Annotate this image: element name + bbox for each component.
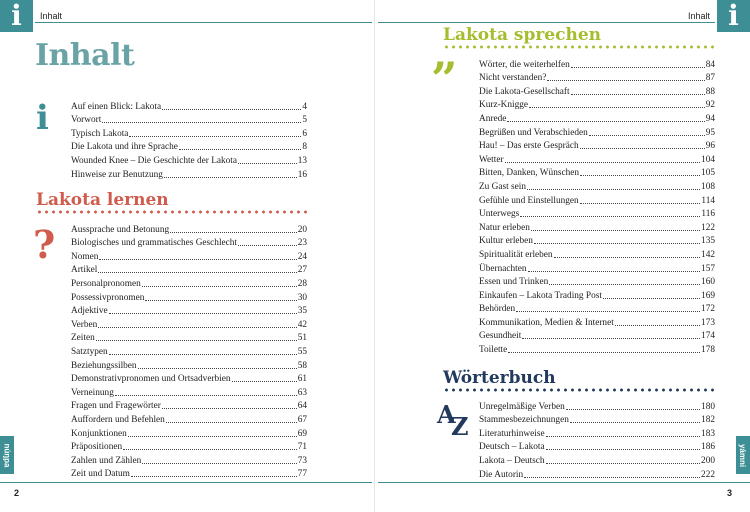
toc-entry-page: 157 — [701, 263, 715, 274]
toc-entry-page: 122 — [701, 222, 715, 233]
dot-leader — [571, 67, 705, 68]
header-rule — [35, 22, 372, 23]
toc-entry[interactable] — [71, 317, 307, 331]
toc-entry[interactable] — [71, 236, 307, 250]
toc-entry-page: 20 — [297, 224, 307, 235]
toc-entry-title: Zeit und Datum — [71, 469, 130, 480]
dot-leader — [164, 177, 297, 178]
dot-leader — [520, 216, 700, 217]
toc-entry-page: 142 — [701, 249, 715, 260]
toc-entry[interactable] — [71, 140, 307, 154]
info-corner-icon: i — [0, 0, 33, 32]
toc-entry[interactable] — [71, 249, 307, 263]
toc-entry[interactable] — [479, 315, 715, 329]
dot-leader — [516, 311, 700, 312]
toc-entry[interactable] — [479, 220, 715, 234]
toc-entry[interactable] — [479, 57, 715, 71]
dot-leader — [507, 121, 704, 122]
toc-entry-page: 172 — [701, 304, 715, 315]
dot-leader — [162, 408, 297, 409]
footer-rule — [0, 482, 372, 483]
toc-entry-title: Bitten, Danken, Wünschen — [479, 168, 580, 179]
toc-entry[interactable] — [479, 275, 715, 289]
intro-toc — [71, 99, 307, 181]
toc-entry-page: 222 — [701, 469, 715, 480]
toc-entry-title: Verneinung — [71, 387, 114, 398]
dot-leader — [142, 463, 296, 464]
toc-entry-page: 35 — [297, 306, 307, 317]
dot-leader — [138, 368, 297, 369]
toc-entry-page: 92 — [705, 100, 715, 111]
dot-leader — [238, 245, 297, 246]
toc-entry[interactable] — [71, 276, 307, 290]
toc-entry-title: Übernachten — [479, 263, 527, 274]
toc-entry[interactable] — [479, 71, 715, 85]
section-title-lakota-lernen: Lakota lernen — [36, 190, 169, 210]
toc-entry-title: Begrüßen und Verabschieden — [479, 127, 588, 138]
info-corner-icon: i — [717, 0, 750, 32]
toc-entry[interactable] — [479, 125, 715, 139]
toc-entry[interactable] — [71, 331, 307, 345]
dot-leader — [128, 436, 297, 437]
toc-entry-title: Gesundheit — [479, 331, 522, 342]
dot-leader — [580, 175, 700, 176]
toc-entry-title: Literaturhinweise — [479, 428, 545, 439]
side-tab-label: núŋpa — [2, 443, 12, 467]
toc-entry-page: 69 — [297, 428, 307, 439]
dot-leader — [96, 340, 297, 341]
toc-entry-page: 16 — [297, 169, 307, 180]
toc-entry[interactable] — [479, 84, 715, 98]
dot-leader — [527, 189, 700, 190]
toc-entry-title: Zeiten — [71, 333, 95, 344]
toc-entry-title: Konjunktionen — [71, 428, 127, 439]
toc-entry-title: Biologisches und grammatisches Geschlecht — [71, 238, 238, 249]
page-number: 3 — [727, 488, 733, 498]
toc-entry-page: 174 — [701, 331, 715, 342]
question-mark-icon: ? — [33, 222, 56, 267]
dot-leader — [115, 395, 297, 396]
dot-leader — [102, 122, 301, 123]
dot-leader — [580, 203, 701, 204]
dot-leader — [145, 300, 296, 301]
toc-entry-title: Aussprache und Betonung — [71, 224, 170, 235]
toc-entry-page: 5 — [302, 115, 307, 126]
toc-entry-page: 87 — [705, 73, 715, 84]
toc-entry[interactable] — [479, 261, 715, 275]
side-tab-label: yámni — [738, 443, 748, 467]
dot-leader — [170, 232, 297, 233]
toc-entry-title: Wetter — [479, 154, 504, 165]
dot-leader — [529, 107, 705, 108]
toc-entry-title: Possessivpronomen — [71, 292, 145, 303]
toc-entry-page: 104 — [701, 154, 715, 165]
toc-entry[interactable] — [71, 290, 307, 304]
dot-leader — [549, 284, 700, 285]
a-letter: A — [437, 400, 456, 429]
dot-leader — [571, 94, 705, 95]
page-number: 2 — [14, 488, 20, 498]
dot-leader — [232, 381, 297, 382]
dot-leader — [528, 271, 701, 272]
dot-leader — [109, 313, 297, 314]
right-page — [375, 0, 750, 512]
toc-entry-title: Nomen — [71, 251, 99, 262]
toc-entry[interactable] — [479, 302, 715, 316]
toc-entry-page: 42 — [297, 319, 307, 330]
toc-entry[interactable] — [479, 193, 715, 207]
toc-entry-title: Satztypen — [71, 346, 108, 357]
toc-entry-title: Zahlen und Zählen — [71, 455, 142, 466]
toc-entry[interactable] — [71, 222, 307, 236]
toc-entry-title: Demonstrativpronomen und Ortsadverbien — [71, 374, 231, 385]
toc-entry-page: 23 — [297, 238, 307, 249]
toc-entry-page: 58 — [297, 360, 307, 371]
toc-entry-title: Auf einen Blick: Lakota — [71, 101, 162, 112]
toc-entry-page: 77 — [297, 469, 307, 480]
toc-entry-title: Gefühle und Einstellungen — [479, 195, 579, 206]
toc-entry-page: 116 — [701, 209, 715, 220]
toc-entry[interactable] — [479, 234, 715, 248]
toc-entry[interactable] — [71, 99, 307, 113]
toc-entry[interactable] — [479, 247, 715, 261]
dot-leader — [522, 338, 700, 339]
section-divider — [36, 210, 308, 214]
toc-entry[interactable] — [71, 467, 307, 481]
toc-entry[interactable] — [71, 440, 307, 454]
toc-entry-title: Die Lakota und ihre Sprache — [71, 142, 178, 153]
toc-entry-page: 6 — [302, 128, 307, 139]
toc-entry-page: 51 — [297, 333, 307, 344]
toc-entry[interactable] — [71, 344, 307, 358]
toc-entry-title: Toilette — [479, 345, 508, 356]
toc-entry[interactable] — [479, 179, 715, 193]
toc-entry-title: Auffordern und Befehlen — [71, 414, 165, 425]
toc-entry-title: Personalpronomen — [71, 278, 141, 289]
toc-entry-title: Wörter, die weiterhelfen — [479, 59, 570, 70]
dot-leader — [98, 272, 296, 273]
dot-leader — [615, 325, 700, 326]
toc-entry-page: 4 — [302, 101, 307, 112]
toc-entry-page: 183 — [701, 428, 715, 439]
toc-entry-page: 105 — [701, 168, 715, 179]
toc-entry-page: 73 — [297, 455, 307, 466]
toc-entry[interactable] — [479, 98, 715, 112]
toc-entry[interactable] — [479, 467, 715, 481]
section-divider — [443, 45, 715, 49]
toc-entry-page: 182 — [701, 415, 715, 426]
toc-entry-page: 27 — [297, 265, 307, 276]
toc-entry-page: 95 — [705, 127, 715, 138]
dot-leader — [238, 163, 297, 164]
dot-leader — [123, 449, 297, 450]
toc-entry[interactable] — [479, 152, 715, 166]
toc-entry[interactable] — [479, 440, 715, 454]
woerterbuch-toc — [479, 399, 715, 481]
toc-entry-title: Präpositionen — [71, 442, 123, 453]
toc-entry-page: 169 — [701, 290, 715, 301]
toc-entry[interactable] — [71, 358, 307, 372]
toc-entry[interactable] — [479, 207, 715, 221]
toc-entry[interactable] — [71, 304, 307, 318]
dot-leader — [142, 286, 297, 287]
toc-entry-page: 55 — [297, 346, 307, 357]
dot-leader — [131, 476, 297, 477]
toc-entry-page: 61 — [297, 374, 307, 385]
dot-leader — [98, 327, 296, 328]
toc-entry-title: Zu Gast sein — [479, 181, 526, 192]
toc-entry-title: Adjektive — [71, 306, 108, 317]
toc-entry-page: 13 — [297, 155, 307, 166]
dot-leader — [99, 259, 296, 260]
toc-entry[interactable] — [479, 413, 715, 427]
side-tab-left — [0, 436, 14, 474]
sprechen-toc — [479, 57, 715, 356]
toc-entry[interactable] — [71, 263, 307, 277]
toc-entry[interactable] — [479, 329, 715, 343]
toc-entry-title: Stammesbezeichnungen — [479, 415, 569, 426]
toc-entry-page: 64 — [297, 401, 307, 412]
toc-entry-page: 178 — [701, 345, 715, 356]
page-title: Inhalt — [35, 38, 135, 73]
toc-entry-title: Wounded Knee – Die Geschichte der Lakota — [71, 155, 238, 166]
header-rule — [378, 22, 715, 23]
dot-leader — [547, 80, 704, 81]
toc-entry-title: Deutsch – Lakota — [479, 442, 545, 453]
dot-leader — [508, 352, 700, 353]
toc-entry-page: 96 — [705, 141, 715, 152]
dot-leader — [546, 436, 700, 437]
dot-leader — [109, 354, 297, 355]
toc-entry-page: 28 — [297, 278, 307, 289]
toc-entry[interactable] — [71, 372, 307, 386]
toc-entry-title: Anrede — [479, 113, 507, 124]
dot-leader — [589, 135, 705, 136]
a-z-icon — [437, 400, 471, 441]
quote-marks-icon: ” — [431, 52, 458, 106]
dot-leader — [580, 148, 705, 149]
dot-leader — [505, 162, 701, 163]
toc-entry-title: Verben — [71, 319, 98, 330]
toc-entry[interactable] — [479, 342, 715, 356]
side-tab-right — [736, 436, 750, 474]
toc-entry-page: 30 — [297, 292, 307, 303]
section-title-woerterbuch: Wörterbuch — [443, 368, 556, 388]
toc-entry[interactable] — [479, 139, 715, 153]
toc-entry[interactable] — [479, 166, 715, 180]
running-header: Inhalt — [40, 11, 63, 21]
dot-leader — [546, 449, 700, 450]
dot-leader — [554, 257, 700, 258]
dot-leader — [524, 477, 700, 478]
toc-entry-page: 24 — [297, 251, 307, 262]
dot-leader — [570, 422, 700, 423]
dot-leader — [162, 109, 301, 110]
toc-entry-title: Beziehungssilben — [71, 360, 137, 371]
toc-entry-title: Spiritualität erleben — [479, 249, 553, 260]
toc-entry-page: 84 — [705, 59, 715, 70]
toc-entry-title: Essen und Trinken — [479, 277, 549, 288]
toc-entry-page: 67 — [297, 414, 307, 425]
toc-entry[interactable] — [71, 153, 307, 167]
toc-entry-title: Kurz-Knigge — [479, 100, 529, 111]
toc-entry-title: Kommunikation, Medien & Internet — [479, 317, 614, 328]
toc-entry-page: 108 — [701, 181, 715, 192]
toc-entry[interactable] — [479, 288, 715, 302]
toc-entry-page: 63 — [297, 387, 307, 398]
toc-entry-title: Einkaufen – Lakota Trading Post — [479, 290, 602, 301]
running-header: Inhalt — [688, 11, 711, 21]
toc-entry-title: Artikel — [71, 265, 98, 276]
toc-entry-title: Die Autorin — [479, 469, 524, 480]
toc-entry-title: Unterwegs — [479, 209, 520, 220]
toc-entry-title: Lakota – Deutsch — [479, 455, 545, 466]
toc-entry-title: Kultur erleben — [479, 236, 533, 247]
dot-leader — [546, 463, 700, 464]
toc-entry-page: 94 — [705, 113, 715, 124]
toc-entry-title: Unregelmäßige Verben — [479, 401, 565, 412]
toc-entry-page: 8 — [302, 142, 307, 153]
toc-entry[interactable] — [71, 426, 307, 440]
toc-entry[interactable] — [479, 399, 715, 413]
z-letter: Z — [451, 412, 469, 441]
toc-entry[interactable] — [479, 426, 715, 440]
toc-entry[interactable] — [71, 399, 307, 413]
toc-entry-page: 186 — [701, 442, 715, 453]
section-divider — [443, 388, 715, 392]
lernen-toc — [71, 222, 307, 480]
toc-entry[interactable] — [71, 167, 307, 181]
dot-leader — [129, 136, 301, 137]
toc-entry-title: Vorwort — [71, 115, 102, 126]
toc-entry[interactable] — [71, 113, 307, 127]
toc-entry-page: 200 — [701, 455, 715, 466]
toc-entry[interactable] — [71, 385, 307, 399]
toc-entry-title: Natur erleben — [479, 222, 530, 233]
toc-entry[interactable] — [479, 111, 715, 125]
toc-entry-page: 180 — [701, 401, 715, 412]
toc-entry[interactable] — [71, 412, 307, 426]
section-title-lakota-sprechen: Lakota sprechen — [443, 25, 601, 45]
toc-entry-title: Fragen und Fragewörter — [71, 401, 161, 412]
footer-rule — [378, 482, 750, 483]
dot-leader — [534, 243, 700, 244]
toc-entry-title: Die Lakota-Gesellschaft — [479, 86, 570, 97]
toc-entry-title: Behörden — [479, 304, 516, 315]
dot-leader — [566, 409, 700, 410]
toc-entry-page: 160 — [701, 277, 715, 288]
toc-entry[interactable] — [71, 453, 307, 467]
toc-entry-page: 71 — [297, 442, 307, 453]
toc-entry-page: 173 — [701, 317, 715, 328]
toc-entry[interactable] — [479, 453, 715, 467]
dot-leader — [531, 230, 700, 231]
toc-entry-page: 135 — [701, 236, 715, 247]
toc-entry-title: Hinweise zur Benutzung — [71, 169, 163, 180]
toc-entry-title: Typisch Lakota — [71, 128, 129, 139]
toc-entry-title: Nicht verstanden? — [479, 73, 547, 84]
dot-leader — [166, 422, 297, 423]
toc-entry-title: Hau! – Das erste Gespräch — [479, 141, 579, 152]
toc-entry-page: 114 — [701, 195, 715, 206]
info-i-icon: i — [36, 98, 49, 138]
toc-entry[interactable] — [71, 126, 307, 140]
toc-entry-page: 88 — [705, 86, 715, 97]
dot-leader — [603, 298, 700, 299]
dot-leader — [179, 149, 301, 150]
